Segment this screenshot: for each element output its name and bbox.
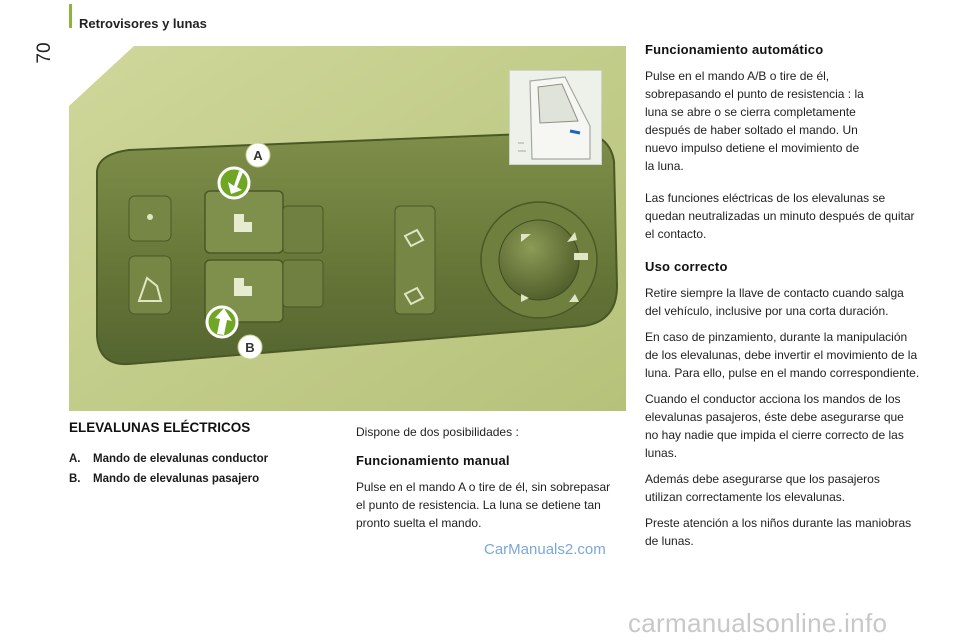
component-list — [69, 449, 339, 489]
main-heading: ELEVALUNAS ELÉCTRICOS — [69, 420, 251, 435]
label-b: B — [245, 340, 255, 355]
left-column — [69, 420, 339, 489]
automatic-operation-text: Pulse en el mando A/B o tire de él, sobrepasando el punto de resistencia : la luna se abre o se cierra completamente después de haber soltado el mando. Un nuevo impulso detiene el movimiento de la luna. — [645, 69, 864, 173]
vehicle-door-thumbnail — [509, 70, 602, 165]
correct-use-title: Uso correcto — [645, 259, 728, 274]
label-a: A — [253, 148, 263, 163]
list-item-text: Mando de elevalunas pasajero — [93, 473, 260, 485]
correct-use-text-1: Retire siempre la llave de contacto cuando salga del vehículo, inclusive por una corta duración. — [645, 286, 904, 318]
manual-operation-title: Funcionamiento manual — [356, 453, 510, 468]
list-item — [69, 449, 339, 469]
intro-text: Dispone de dos posibilidades : — [356, 425, 519, 439]
list-item — [69, 469, 339, 489]
list-item-label: A. — [69, 453, 81, 465]
correct-use-text-2: En caso de pinzamiento, durante la manipulación de los elevalunas, debe invertir el movimiento de la luna. Para ello, pulse en el mando correspondiente. — [645, 330, 920, 380]
neutralization-text: Las funciones eléctricas de los elevalunas se quedan neutralizadas un minuto después de quitar el contacto. — [645, 191, 915, 241]
right-column — [645, 42, 920, 558]
footer-watermark[interactable]: carmanualsonline.info — [628, 608, 888, 638]
middle-column — [356, 423, 621, 540]
page-number: 70 — [34, 42, 55, 64]
manual-operation-text: Pulse en el mando A o tire de él, sin sobrepasar el punto de resistencia. La luna se detiene tan pronto suelta el mando. — [356, 480, 611, 530]
correct-use-text-3: Cuando el conductor acciona los mandos de los elevalunas pasajeros, éste debe asegurarse que no hay nadie que impida el cierre correcto de las lunas. — [645, 392, 904, 460]
header-accent-bar — [69, 4, 72, 28]
child-lock-button — [129, 256, 171, 314]
correct-use-text-5: Preste atención a los niños durante las maniobras de lunas. — [645, 516, 912, 548]
section-title: Retrovisores y lunas — [79, 16, 207, 31]
mirror-adjust-knob — [499, 220, 579, 300]
correct-use-text-4: Además debe asegurarse que los pasajeros utilizan correctamente los elevalunas. — [645, 472, 880, 504]
site-watermark[interactable]: CarManuals2.com — [484, 541, 606, 558]
mirror-fold-button — [395, 206, 435, 314]
list-item-text: Mando de elevalunas conductor — [93, 453, 269, 465]
automatic-operation-title: Funcionamiento automático — [645, 42, 824, 57]
list-item-label: B. — [69, 473, 81, 485]
arrow-a-badge — [219, 168, 249, 198]
